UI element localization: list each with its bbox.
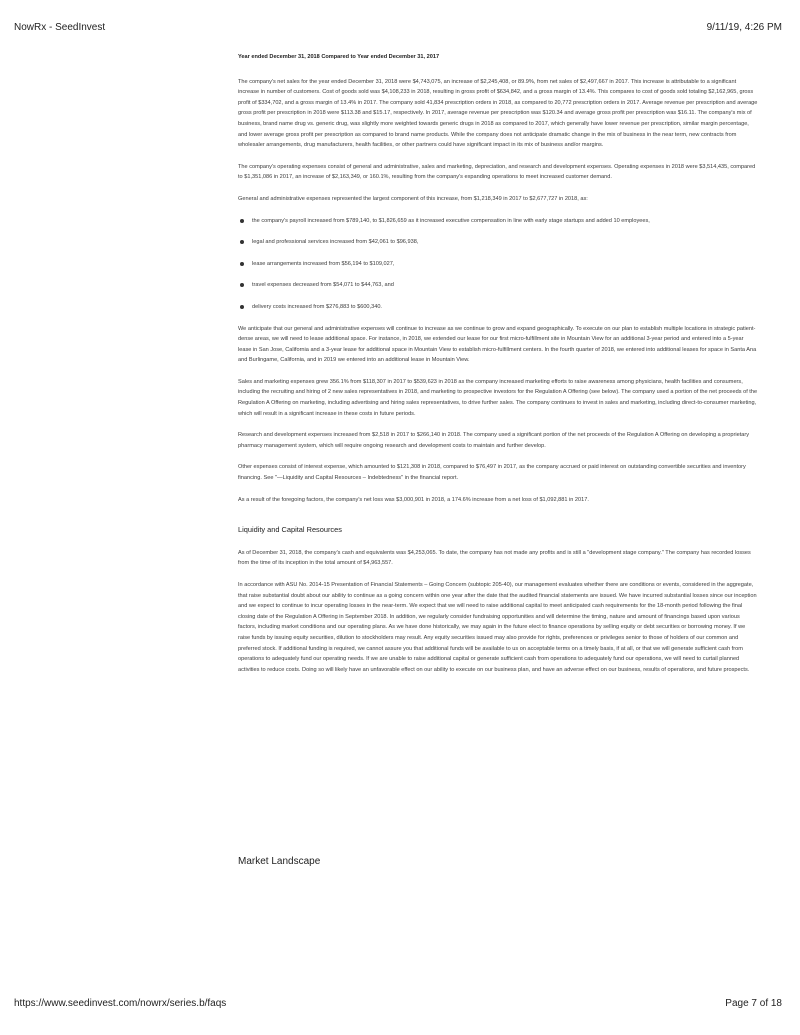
going-concern-paragraph: In accordance with ASU No. 2014-15 Presentation of Financial Statements – Going Concern (subtopic 205-40), our management evaluates whether there are conditions or events, considered in the aggregate, that raise substantial doubt about our ability to continue as a going concern within one year after the date that the audited financial statements are issued. We have incurred substantial losses since our inception and we expect to continue to incur operating losses in the near-term. We expect that we will need to raise additional capital to meet anticipated cash requirements for the 18-month period following the final closing date of the Regulation A Offering in September 2018. In addition, we regularly consider fundraising opportunities and will determine the timing, nature and amount of financings based upon various factors, including market conditions and our operating plans. As we have done historically, we may again in the future elect to finance operations by selling equity or debt securities or borrowing money. If we raise funds by issuing equity securities, dilution to stockholders may result. Any equity securities issued may also provide for rights, preferences or privileges senior to those of holders of our common and preferred stock. If additional funding is required, we cannot assure you that additional funds will be available to us on acceptable terms on a timely basis, if at all, or that we will generate sufficient cash from operations to adequately fund our operating needs. If we are unable to raise additional capital or generate sufficient cash from operations to adequately fund our operations, we will need to curtail planned activities to reduce costs. Doing so will likely have an unfavorable effect on our ability to execute on our business plan, and have an adverse effect on our business, results of operations, and future prospects.	[238, 582, 757, 673]
operating-expenses-paragraph: The company's operating expenses consist of general and administrative, sales and marketing, depreciation, and research and development expenses. Operating expenses in 2018 were $3,514,435, compared to $1,351,086 in 2017, an increase of $2,163,349, or 160.1%, resulting from the company's expanding operations to meet increased customer demand.	[238, 163, 756, 181]
other-expenses-paragraph: Other expenses consist of interest expense, which amounted to $121,308 in 2018, compared to $76,497 in 2017, as the company accrued or paid interest on outstanding convertible securities and inventory financing. See "—Liquidity and Capital Resources – Indebtedness" in the financial report.	[238, 464, 746, 482]
cash-paragraph: As of December 31, 2018, the company's cash and equivalents was $4,253,065. To date, the company has not made any profits and is still a "development stage company." The company has recorded losses from the time of its inception in the total amount of $4,963,557.	[238, 549, 751, 567]
print-footer	[14, 998, 782, 1009]
print-footer-url: https://www.seedinvest.com/nowrx/series.b/faqs	[14, 998, 227, 1009]
print-header-datetime: 9/11/19, 4:26 PM	[706, 22, 782, 33]
g-and-a-paragraph: General and administrative expenses represented the largest component of this increase, from $1,218,349 in 2017 to $2,677,727 in 2018, as:	[238, 195, 588, 202]
g-and-a-bullet-list	[238, 216, 758, 313]
bullet-item: the company's payroll increased from $789,140, to $1,826,659 as it increased executive compensation in line with early stage startups and added 10 employees,	[238, 216, 758, 227]
comparison-subheading: Year ended December 31, 2018 Compared to Year ended December 31, 2017	[238, 54, 440, 60]
liquidity-heading: Liquidity and Capital Resources	[238, 525, 342, 535]
net-loss-paragraph: As a result of the foregoing factors, the company's net loss was $3,000,901 in 2018, a 174.6% increase from a net loss of $1,092,881 in 2017.	[238, 496, 589, 503]
sales-marketing-paragraph: Sales and marketing expenses grew 356.1% from $118,307 in 2017 to $539,623 in 2018 as the company increased marketing efforts to raise awareness among physicians, health facilities and consumers, including the recruiting and hiring of 2 new sales representatives in 2018, and marketing to prospective investors for the Regulation A Offering (see below). The company used a portion of the net proceeds of the Regulation A Offering on marketing, including advertising and hiring sales representatives, to drive further sales. The company continues to invest in sales and marketing, including direct-to-consumer marketing, which will result in a significant increase in these costs in future periods.	[238, 378, 758, 417]
document-content	[238, 52, 758, 686]
bullet-item: delivery costs increased from $276,883 to $600,340.	[238, 302, 758, 313]
bullet-item: lease arrangements increased from $56,194 to $109,027,	[238, 259, 758, 270]
net-sales-paragraph: The company's net sales for the year ended December 31, 2018 were $4,743,075, an increase of $2,245,408, or 89.9%, from net sales of $2,497,667 in 2017. This increase is attributable to a significant increase in number of customers. Cost of goods sold was $4,108,233 in 2018, resulting in gross profit of $634,842, and a gross margin of 13.4%. This compares to cost of goods sold totaling $2,162,965, gross profit of $334,702, and a gross margin of 13.4% in 2017. The company sold 41,834 prescription orders in 2018, as compared to 20,772 prescription orders in 2017. Average revenue per prescription and average gross profit per prescription in 2018 were $113.38 and $15.17, respectively. In 2017, average revenue per prescription was $120.34 and average gross profit per prescription was $16.11. The company's mix of business, brand name drug vs. generic drug, was slightly more weighted towards generic drugs in 2018 as compared to 2017, which generally have lower revenue per prescription, similar margin percentage, and lower average gross profit per prescription as compared to brand name products. While the company does not anticipate dramatic change in the mix of business in the near term, new contracts from wholesaler arrangements, drug manufacturers, health facilities, or other partners could have significant impact in its mix of business and/or margins.	[238, 78, 758, 149]
market-landscape-heading: Market Landscape	[238, 856, 321, 867]
print-footer-page: Page 7 of 18	[725, 998, 782, 1009]
bullet-item: travel expenses decreased from $54,071 to $44,763, and	[238, 280, 758, 291]
lease-paragraph: We anticipate that our general and administrative expenses will continue to increase as we continue to grow and expand geographically. To execute on our plan to establish multiple locations in strategic patient-dense areas, we will need to lease additional space. For instance, in 2018, we extended our lease for our first micro-fulfillment site in Mountain View for an additional 3-year period and entered into a 5-year lease in San Jose, California and a 3-year lease for additional space in Mountain View to establish micro-fulfillment centers. In the fourth quarter of 2018, we entered into additional leases for space in Santa Ana and Burlingame, California, and in 2019 we entered into an additional lease in Mountain View.	[238, 325, 757, 364]
research-development-paragraph: Research and development expenses increased from $2,518 in 2017 to $266,140 in 2018. The company used a significant portion of the net proceeds of the Regulation A Offering on developing a proprietary pharmacy management system, which will require ongoing research and development costs to maintain and further develop.	[238, 432, 750, 449]
print-header-title: NowRx - SeedInvest	[14, 22, 106, 33]
print-header	[14, 22, 782, 33]
bullet-item: legal and professional services increased from $42,061 to $96,938,	[238, 237, 758, 248]
